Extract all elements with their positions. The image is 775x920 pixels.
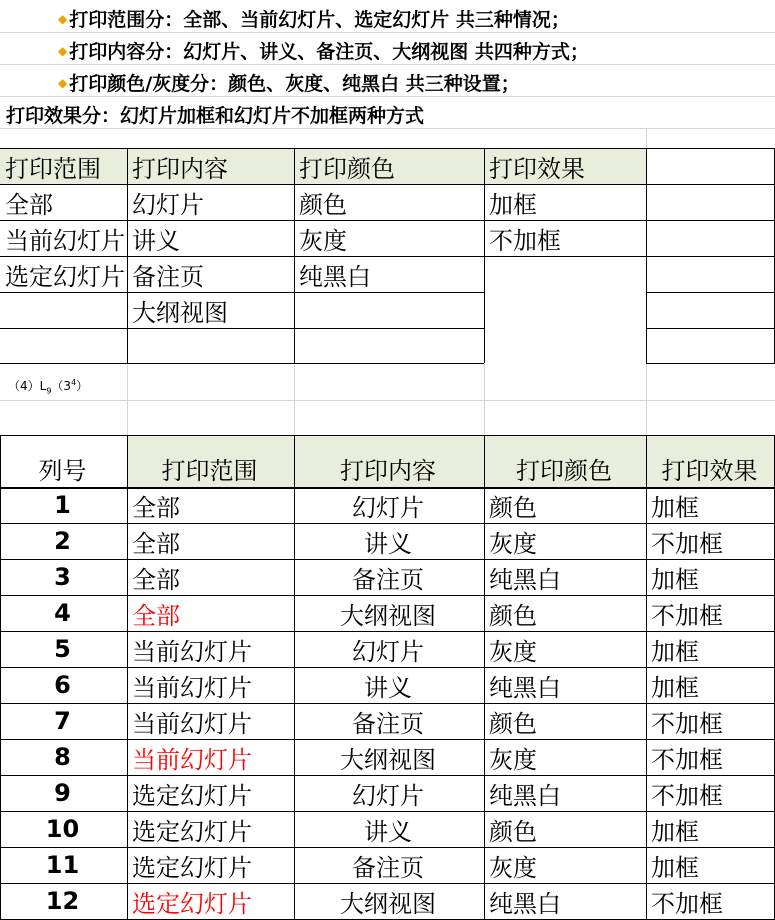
orth-range-cell: 全部	[132, 493, 180, 522]
orth-color-cell: 灰度	[489, 745, 537, 774]
factor-content-3: 大纲视图	[132, 298, 228, 327]
factor-header-0: 打印范围	[5, 154, 101, 183]
orth-row-no: 1	[54, 491, 71, 519]
diamond-bullet-icon: ◆	[58, 76, 68, 90]
orth-header-2: 打印内容	[340, 456, 436, 485]
factor-content-2: 备注页	[132, 262, 204, 291]
orth-content-cell: 备注页	[352, 709, 424, 738]
factor-color-0: 颜色	[299, 190, 347, 219]
orth-effect-cell: 不加框	[651, 709, 723, 738]
orth-effect-cell: 加框	[651, 637, 699, 666]
orth-row-no: 6	[54, 671, 71, 699]
factor-range-1: 当前幻灯片	[5, 226, 125, 255]
orth-range-cell: 当前幻灯片	[132, 637, 252, 666]
orth-effect-cell: 加框	[651, 673, 699, 702]
orth-range-cell: 当前幻灯片	[132, 745, 252, 774]
orthogonal-label: $(4)L_9(3^4)$	[8, 378, 89, 396]
orth-row-no: 5	[54, 635, 71, 663]
orth-color-cell: 灰度	[489, 529, 537, 558]
factor-effect-1: 不加框	[489, 226, 561, 255]
orth-content-cell: 幻灯片	[352, 493, 424, 522]
orth-color-cell: 纯黑白	[489, 889, 561, 918]
factor-header-2: 打印颜色	[299, 154, 395, 183]
orth-color-cell: 颜色	[489, 601, 537, 630]
diamond-bullet-icon: ◆	[58, 44, 68, 58]
factor-range-2: 选定幻灯片	[5, 262, 125, 291]
orth-content-cell: 幻灯片	[352, 637, 424, 666]
note-range: ◆ 打印范围分：全部、当前幻灯片、选定幻灯片 共三种情况；	[58, 8, 570, 31]
orth-color-cell: 颜色	[489, 709, 537, 738]
orth-content-cell: 讲义	[364, 529, 412, 558]
orth-content-cell: 备注页	[352, 565, 424, 594]
orth-color-cell: 灰度	[489, 637, 537, 666]
orth-row-no: 10	[45, 815, 80, 843]
orth-header-3: 打印颜色	[516, 456, 612, 485]
orth-range-cell: 选定幻灯片	[132, 817, 252, 846]
orth-row-no: 8	[54, 743, 71, 771]
orth-effect-cell: 不加框	[651, 601, 723, 630]
orth-range-cell: 全部	[132, 565, 180, 594]
note-color: ◆ 打印颜色/灰度分：颜色、灰度、纯黑白 共三种设置；	[58, 72, 520, 95]
orth-color-cell: 纯黑白	[489, 565, 561, 594]
orth-row-no: 12	[45, 887, 80, 915]
orth-range-cell: 当前幻灯片	[132, 673, 252, 702]
orth-effect-cell: 不加框	[651, 889, 723, 918]
orth-effect-cell: 加框	[651, 853, 699, 882]
orth-effect-cell: 不加框	[651, 745, 723, 774]
factor-color-2: 纯黑白	[299, 262, 371, 291]
orth-range-cell: 全部	[132, 601, 180, 630]
orth-range-cell: 选定幻灯片	[132, 781, 252, 810]
orth-color-cell: 纯黑白	[489, 673, 561, 702]
orth-header-0: 列号	[38, 456, 87, 485]
orth-row-no: 3	[54, 563, 71, 591]
orth-content-cell: 讲义	[364, 817, 412, 846]
diamond-bullet-icon: ◆	[58, 12, 68, 26]
orth-content-cell: 讲义	[364, 673, 412, 702]
orth-content-cell: 大纲视图	[340, 601, 436, 630]
orth-range-cell: 选定幻灯片	[132, 889, 252, 918]
orth-effect-cell: 不加框	[651, 529, 723, 558]
orth-content-cell: 大纲视图	[340, 745, 436, 774]
orth-row-no: 2	[54, 527, 71, 555]
factor-content-0: 幻灯片	[132, 190, 204, 219]
orth-effect-cell: 加框	[651, 817, 699, 846]
factor-header-3: 打印效果	[489, 154, 585, 183]
orth-color-cell: 灰度	[489, 853, 537, 882]
factor-range-0: 全部	[5, 190, 53, 219]
orth-range-cell: 全部	[132, 529, 180, 558]
orth-header-1: 打印范围	[161, 456, 258, 485]
orth-content-cell: 大纲视图	[340, 889, 436, 918]
factor-content-1: 讲义	[132, 226, 180, 255]
orth-color-cell: 纯黑白	[489, 781, 561, 810]
orth-row-no: 11	[45, 851, 80, 879]
orth-content-cell: 幻灯片	[352, 781, 424, 810]
orth-row-no: 4	[54, 599, 71, 627]
note-effect: 打印效果分：幻灯片加框和幻灯片不加框两种方式	[6, 104, 425, 127]
factor-color-1: 灰度	[299, 226, 347, 255]
orth-color-cell: 颜色	[489, 817, 537, 846]
orth-effect-cell: 不加框	[651, 781, 723, 810]
orth-range-cell: 当前幻灯片	[132, 709, 252, 738]
orth-effect-cell: 加框	[651, 493, 699, 522]
orth-effect-cell: 加框	[651, 565, 699, 594]
orth-range-cell: 选定幻灯片	[132, 853, 252, 882]
orth-content-cell: 备注页	[352, 853, 424, 882]
orth-row-no: 9	[54, 779, 71, 807]
orth-color-cell: 颜色	[489, 493, 537, 522]
factor-header-1: 打印内容	[132, 154, 228, 183]
orth-header-4: 打印效果	[661, 456, 758, 485]
factor-effect-0: 加框	[489, 190, 537, 219]
note-content: ◆ 打印内容分：幻灯片、讲义、备注页、大纲视图 共四种方式；	[58, 40, 589, 63]
orth-row-no: 7	[54, 707, 71, 735]
